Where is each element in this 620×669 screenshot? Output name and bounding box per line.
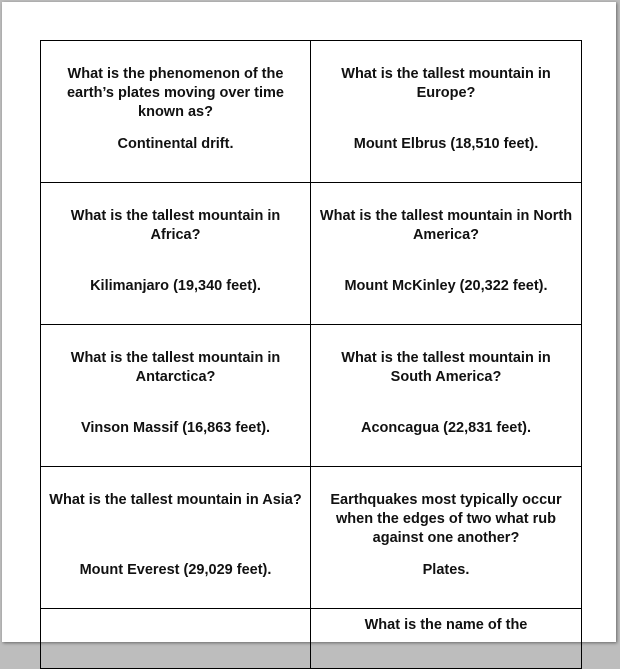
flashcard <box>311 183 582 325</box>
card-question: Earthquakes most typically occur when the edges of two what rub against one another? <box>330 492 562 546</box>
card-question: What is the tallest mountain in Africa? <box>70 208 281 243</box>
card-answer: Aconcagua (22,831 feet). <box>360 420 532 436</box>
card-answer: Continental drift. <box>117 136 234 152</box>
flashcard <box>41 467 311 609</box>
card-row <box>41 467 582 609</box>
card-question: What is the tallest mountain in North America? <box>319 208 573 243</box>
card-answer: Mount McKinley (20,322 feet). <box>344 278 548 294</box>
card-row <box>41 609 582 669</box>
card-row <box>41 183 582 325</box>
flashcard <box>311 325 582 467</box>
card-answer: Plates. <box>422 562 470 578</box>
card-question: What is the tallest mountain in Europe? <box>341 66 551 101</box>
flashcard <box>41 325 311 467</box>
card-answer: Kilimanjaro (19,340 feet). <box>90 278 261 294</box>
flashcard <box>41 183 311 325</box>
flashcard <box>311 41 582 183</box>
card-question: What is the tallest mountain in Antarctica? <box>70 350 281 385</box>
card-answer: Mount Everest (29,029 feet). <box>79 562 272 578</box>
flashcard <box>311 609 582 669</box>
flashcard <box>41 609 311 669</box>
card-row <box>41 325 582 467</box>
card-answer: Vinson Massif (16,863 feet). <box>80 420 271 436</box>
flashcard <box>41 41 311 183</box>
card-answer: Mount Elbrus (18,510 feet). <box>353 136 539 152</box>
document-page <box>2 2 616 642</box>
card-question: What is the tallest mountain in South America? <box>341 350 551 385</box>
card-row <box>41 41 582 183</box>
flashcard <box>311 467 582 609</box>
card-question: What is the phenomenon of the earth’s plates moving over time known as? <box>66 66 285 120</box>
card-question: What is the tallest mountain in Asia? <box>49 492 302 508</box>
card-question: What is the name of the <box>364 617 528 633</box>
flashcard-grid <box>40 40 582 669</box>
